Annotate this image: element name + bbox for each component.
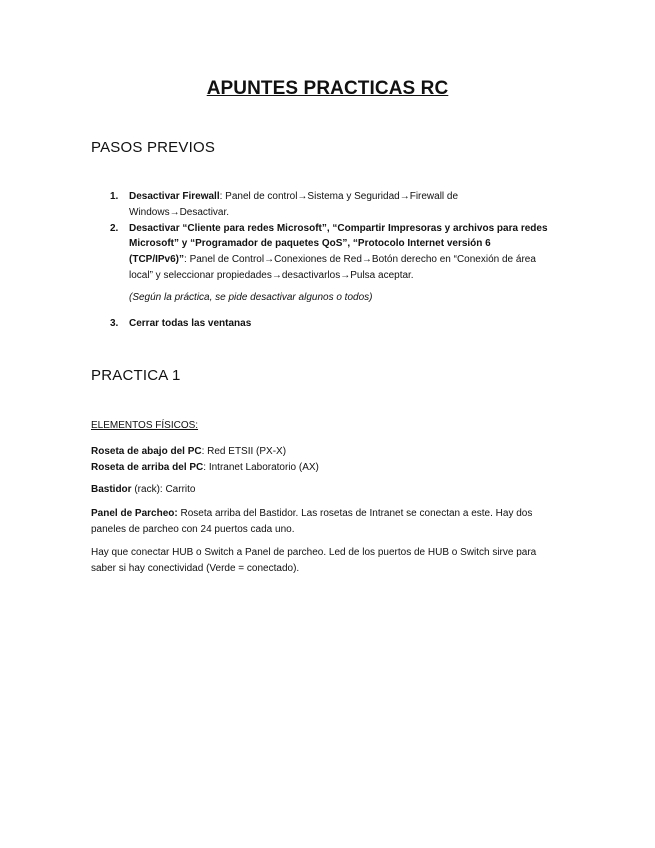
bastidor-value: (rack): Carrito — [131, 484, 196, 495]
panel-parcheo-text: paneles de parcheo con 24 puertos cada uno. — [91, 524, 295, 535]
item-bold-text: (TCP/IPv6)” — [129, 254, 185, 266]
subheading-elementos-fisicos: ELEMENTOS FÍSICOS: — [91, 420, 199, 431]
item-text: : Panel de control→Sistema y Seguridad→Firewall de — [219, 191, 459, 202]
pasos-previos-list — [110, 189, 570, 284]
item-text: local” y seleccionar propiedades→desactivarlos→Pulsa aceptar. — [129, 269, 414, 281]
item-bold-text: Microsoft” y “Programador de paquetes QoS”, “Protocolo Internet versión 6 — [129, 238, 491, 250]
list-number: 2. — [110, 222, 119, 234]
item-bold-text: Desactivar “Cliente para redes Microsoft”, “Compartir Impresoras y archivos para redes — [129, 222, 548, 234]
item-text: : Panel de Control→Conexiones de Red→Botón derecho en “Conexión de área — [184, 254, 536, 266]
roseta-arriba-label: Roseta de arriba del PC — [91, 462, 204, 473]
bastidor-label: Bastidor — [91, 484, 132, 495]
list-item — [110, 189, 570, 221]
roseta-arriba-value: : Intranet Laboratorio (AX) — [203, 462, 319, 473]
list-item — [110, 221, 570, 284]
item-bold-text: Desactivar Firewall — [129, 191, 220, 202]
bastidor-paragraph — [91, 482, 571, 498]
heading-practica-1: PRACTICA 1 — [91, 367, 181, 384]
item-text: Windows→Desactivar. — [129, 206, 230, 218]
item-bold-text: Cerrar todas las ventanas — [129, 318, 252, 329]
panel-parcheo-label: Panel de Parcheo: — [91, 508, 178, 519]
roseta-abajo-label: Roseta de abajo del PC — [91, 446, 202, 457]
panel-parcheo-paragraph — [91, 506, 571, 538]
list-number: 1. — [110, 191, 119, 202]
hub-paragraph — [91, 545, 571, 577]
roseta-abajo-value: : Red ETSII (PX-X) — [201, 446, 287, 457]
pasos-previos-list-cont — [110, 316, 570, 332]
heading-pasos-previos: PASOS PREVIOS — [91, 139, 216, 156]
document-title: APUNTES PRACTICAS RC — [206, 78, 449, 99]
note-italic: (Según la práctica, se pide desactivar algunos o todos) — [129, 292, 373, 303]
hub-text: Hay que conectar HUB o Switch a Panel de parcheo. Led de los puertos de HUB o Switch sirve para — [91, 547, 537, 558]
roseta-paragraph — [91, 444, 571, 476]
list-item — [110, 316, 570, 332]
panel-parcheo-text: Roseta arriba del Bastidor. Las rosetas de Intranet se conectan a este. Hay dos — [177, 508, 533, 519]
list-number: 3. — [110, 318, 119, 329]
hub-text: saber si hay conectividad (Verde = conectado). — [91, 563, 300, 574]
